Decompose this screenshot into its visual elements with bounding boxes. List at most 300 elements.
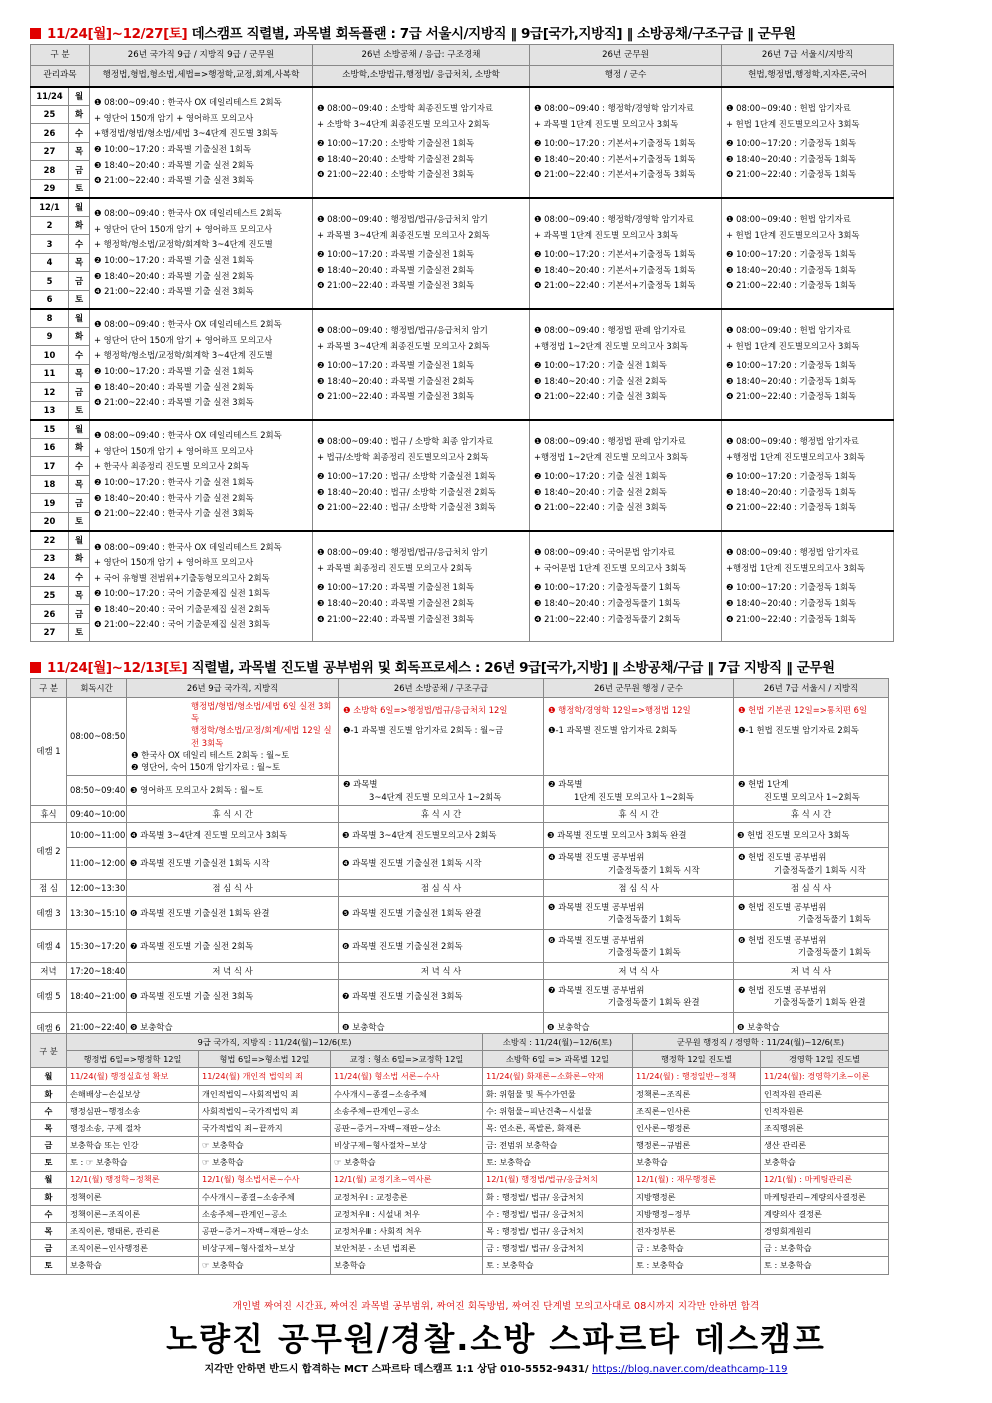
plan-line: ❷ 헌법 1단계: [738, 779, 789, 790]
subject-cell: 토: 보충학습: [483, 1154, 633, 1171]
row-label: 휴식: [31, 806, 67, 823]
plan-line: ❹ 21:00~22:40 : 기출정독 1회독: [726, 169, 857, 180]
plan-cell: [313, 420, 530, 531]
table-row: [31, 806, 889, 823]
plan-line: +행정법 1단계 진도별모의고사 3회독: [726, 562, 865, 573]
plan-line: + 영단어 단어 150개 암기 + 영어하프 모의고사: [94, 223, 273, 234]
time-cell: 08:00~08:50: [67, 698, 127, 776]
row-label: 데캠 1: [31, 698, 67, 806]
plan-line: ❸ 18:40~20:40 : 기출정독 1회독: [726, 264, 857, 275]
weekday-cell: 목: [69, 142, 90, 161]
weekday-cell: 수: [69, 457, 90, 476]
header-cell: 군무원 행정직 / 경영학 : 11/24(월)~12/6(토): [633, 1034, 889, 1051]
plan-line: 기출정독풀기 1회독 완결: [608, 997, 700, 1008]
subject-cell: ☞ 보충학습: [199, 1137, 331, 1154]
plan-line: ❹ 21:00~22:40 : 과목별 기출 실전 3회독: [94, 286, 254, 297]
plan-cell: [734, 930, 889, 963]
subject-cell: 계량의사 결정론: [761, 1205, 889, 1222]
header-cell: 관리과목: [31, 66, 90, 87]
header-cell: 경영학 12일 진도별: [761, 1051, 889, 1068]
table-row: [31, 309, 894, 328]
plan-line: ❷ 10:00~17:20 : 기본서+기출정독 1회독: [534, 138, 696, 149]
weekday-cell: 월: [69, 87, 90, 106]
subject-cell: ☞ 보충학습: [199, 1257, 331, 1274]
plan-cell: [734, 776, 889, 806]
date-cell: 22: [31, 531, 69, 550]
break-cell: 저 녁 식 사: [339, 963, 544, 980]
subject-cell: 11/24(월) 개인적 법익의 죄: [199, 1068, 331, 1085]
plan-cell: ❽ 보충학습: [339, 1013, 544, 1043]
subject-cell: 지방행정론: [633, 1188, 761, 1205]
header-cell: 교정 : 형소 6일=>교정학 12일: [331, 1051, 483, 1068]
bullet-square-icon: [30, 28, 41, 39]
plan-line: ❷ 과목별: [343, 779, 378, 790]
plan-line: ❶ 08:00~09:40 : 한국사 OX 데일리테스트 2회독: [94, 541, 282, 552]
table-header-row: [31, 1051, 889, 1068]
table-row: [31, 930, 889, 963]
date-cell: 29: [31, 179, 69, 198]
header-cell: 구 분: [31, 45, 90, 66]
date-cell: 17: [31, 457, 69, 476]
plan-line: ❷ 10:00~17:20 : 과목별 기출 실전 1회독: [94, 366, 254, 376]
plan-cell: [339, 776, 544, 806]
plan-line: + 영단어 단어 150개 암기 + 영어하프 모의고사: [94, 334, 273, 345]
plan-line: ❼ 과목별 진도별 공부범위: [548, 984, 645, 995]
date-cell: 26: [31, 124, 69, 143]
header-cell: 소방학 6일 => 과목별 12일: [483, 1051, 633, 1068]
subject-cell: 11/24(월): 경영학기초~이론: [761, 1068, 889, 1085]
table-row: [31, 897, 889, 930]
plan-cell: [722, 420, 894, 531]
break-cell: 점 심 식 사: [734, 880, 889, 897]
plan-line: ❶ 08:00~09:40 : 행정법 판례 암기자료: [534, 325, 686, 336]
date-cell: 5: [31, 272, 69, 291]
subject-cell: 손해배상~손실보상: [67, 1085, 199, 1102]
plan-line: ❷ 10:00~17:20 : 기출 실전 1회독: [534, 360, 667, 371]
subject-cell: 목 : 행정법/ 법규/ 응급처치: [483, 1223, 633, 1240]
subject-cell: 인사론~행정론: [633, 1119, 761, 1136]
plan-line: ❶ 08:00~09:40 : 법규 / 소방학 최종 암기자료: [317, 436, 494, 447]
daily-process-table: [30, 678, 889, 1043]
plan-line: ❶-1 과목별 진도별 암기자료 2회독: [548, 725, 677, 736]
time-cell: 18:40~21:00: [67, 980, 127, 1013]
date-cell: 13: [31, 401, 69, 420]
date-cell: 12/1: [31, 198, 69, 217]
plan-line: + 과목별 1단계 진도별 모의고사 3회독: [534, 229, 679, 240]
footer-note: 개인별 짜여진 시간표, 짜여진 과목별 공부범위, 짜여진 회독방법, 짜여진 단계별 모의고사대로 08시까지 지각만 안하면 합격: [232, 1301, 760, 1312]
plan-cell: [313, 87, 530, 198]
contact-line: [0, 1360, 992, 1375]
plan-cell: ❽ 보충학습: [544, 1013, 734, 1043]
header-cell: 회독시간: [67, 679, 127, 698]
plan-line: ❹ 21:00~22:40 : 소방학 기출실전 3회독: [317, 169, 475, 180]
subject-cell: 소송주체~관계인~공소: [331, 1102, 483, 1119]
plan-line: + 헌법 1단계 진도별모의고사 3회독: [726, 340, 860, 351]
table-row: [31, 1068, 889, 1085]
plan-line: ❷ 10:00~17:20 : 과목별 기출실전 1회독: [317, 249, 475, 260]
subject-cell: 목: 연소론, 폭발론, 화재론: [483, 1119, 633, 1136]
plan-cell: ❼ 과목별 진도별 기출 실전 2회독: [127, 930, 339, 963]
table-row: [31, 823, 889, 848]
time-cell: 11:00~12:00: [67, 848, 127, 880]
weekday-cell: 수: [69, 235, 90, 254]
plan-line: ❷ 과목별: [548, 779, 583, 790]
weekday-cell: 화: [69, 327, 90, 346]
subject-cell: 11/24(월) 행정실효성 확보: [67, 1068, 199, 1085]
plan-line: ❹ 21:00~22:40 : 과목별 기출실전 3회독: [317, 391, 475, 402]
time-cell: 21:00~22:40: [67, 1013, 127, 1043]
plan-cell: [90, 87, 313, 198]
plan-cell: ❼ 과목별 진도별 기출실전 3회독: [339, 980, 544, 1013]
time-cell: 08:50~09:40: [67, 776, 127, 806]
weekday-cell: 토: [69, 512, 90, 531]
subject-cell: 마케팅관리~계량의사결정론: [761, 1188, 889, 1205]
date-cell: 23: [31, 549, 69, 568]
table-row: [31, 1119, 889, 1136]
plan-cell: ❸ 과목별 3~4단계 진도별모의고사 2회독: [339, 823, 544, 848]
plan-line: ❹ 21:00~22:40 : 기출정독 1회독: [726, 613, 857, 624]
plan-cell: ❸ 영어하프 모의고사 2회독 : 월~토: [127, 776, 339, 806]
weekday-cell: 목: [31, 1119, 67, 1136]
plan-line: + 과목별 1단계 진도별 모의고사 3회독: [534, 118, 679, 129]
plan-cell: ❻ 과목별 진도별 기출실전 2회독: [339, 930, 544, 963]
plan-cell: [530, 531, 722, 642]
section2-title-text: 직렬별, 과목별 진도별 공부범위 및 회독프로세스 : 26년 9급[국가,지방] ‖ 소방공채/구급 ‖ 7급 지방직 ‖ 군무원: [191, 660, 835, 676]
subject-cell: 금 : 행정법/ 법규/ 응급처치: [483, 1240, 633, 1257]
subject-cell: 비상구제~형사절차~보상: [331, 1137, 483, 1154]
plan-line: ❶ 08:00~09:40 : 행정법/법규/응급처치 암기: [317, 325, 488, 336]
plan-line: ❶ 08:00~09:40 : 행정법/법규/응급처치 암기: [317, 214, 488, 225]
plan-line: ❹ 21:00~22:40 : 기출정독 1회독: [726, 502, 857, 513]
subject-cell: 금 : 보충학습: [633, 1240, 761, 1257]
section1-title-dates: 11/24[월]~12/27[토]: [47, 26, 188, 42]
plan-line: + 과목별 최종정리 진도별 모의고사 2회독: [317, 562, 473, 573]
subject-cell: 정책이론: [67, 1188, 199, 1205]
plan-cell: [90, 198, 313, 309]
subject-cell: 보충학습: [67, 1257, 199, 1274]
plan-cell: ❻ 과목별 진도별 기출실전 1회독 완결: [127, 897, 339, 930]
header-cell: 구 분: [31, 679, 67, 698]
plan-line: ❸ 18:40~20:40 : 과목별 기출 실전 2회독: [94, 159, 254, 170]
table-row: [31, 880, 889, 897]
weekday-cell: 화: [69, 438, 90, 457]
plan-cell: [722, 531, 894, 642]
plan-line: ❶ 08:00~09:40 : 행정법/법규/응급처치 암기: [317, 547, 488, 558]
plan-line: ❶-1 과목별 진도별 암기자료 2회독 : 월~금: [343, 725, 504, 736]
plan-line: + 국어 유형별 전범위+기출동형모의고사 2회독: [94, 572, 270, 583]
plan-line: ❷ 10:00~17:20 : 소방학 기출실전 1회독: [317, 138, 475, 149]
plan-line: +행정법 1~2단계 진도별 모의고사 3회독: [534, 451, 688, 462]
break-cell: 휴 식 시 간: [734, 806, 889, 823]
subject-cell: 보안처분 - 소년 법죄론: [331, 1240, 483, 1257]
table-header-row: [31, 679, 889, 698]
date-cell: 4: [31, 253, 69, 272]
plan-line: ❼ 헌법 진도별 공부범위: [738, 984, 827, 995]
table-row: [31, 1171, 889, 1188]
highlight-line: ❶ 소방학 6일=>행정법/법규/응급처치 12일: [343, 705, 508, 715]
date-cell: 27: [31, 623, 69, 642]
date-cell: 27: [31, 142, 69, 161]
subject-cell: 인적자원 관리론: [761, 1085, 889, 1102]
subject-schedule-table: [30, 1033, 889, 1275]
subject-cell: 토 : ☞ 보충학습: [67, 1154, 199, 1171]
weekday-cell: 화: [31, 1085, 67, 1102]
time-cell: 15:30~17:20: [67, 930, 127, 963]
table-row: [31, 1205, 889, 1222]
plan-cell: [313, 198, 530, 309]
subject-cell: 정책이론~조직이론: [67, 1205, 199, 1222]
plan-cell: [313, 309, 530, 420]
plan-line: ❶ 08:00~09:40 : 소방학 최종진도별 암기자료: [317, 103, 494, 114]
plan-cell: [313, 531, 530, 642]
plan-line: + 행정학/형소법/교정학/회계학 3~4단계 진도별: [94, 239, 273, 250]
plan-line: ❸ 18:40~20:40 : 과목별 기출실전 2회독: [317, 598, 475, 609]
subject-cell: 보충학습: [761, 1154, 889, 1171]
plan-cell: [90, 531, 313, 642]
subject-cell: 조직이론~인사행정론: [67, 1240, 199, 1257]
time-cell: 17:20~18:40: [67, 963, 127, 980]
subject-cell: 12/1(월) : 마케팅관리론: [761, 1171, 889, 1188]
subjects-cell: 소방학,소방법규,행정법/ 응급처치, 소방학: [313, 66, 530, 87]
weekday-cell: 수: [31, 1102, 67, 1119]
row-label: 데캠 3: [31, 897, 67, 930]
plan-line: ❷ 10:00~17:20 : 기출정독풀기 1회독: [534, 582, 681, 593]
header-cell: 행정학 12일 진도별: [633, 1051, 761, 1068]
subject-cell: 교정처우Ⅱ : 시설내 처우: [331, 1205, 483, 1222]
table-row: [31, 1240, 889, 1257]
plan-line: ❸ 18:40~20:40 : 기본서+기출정독 1회독: [534, 153, 696, 164]
weekday-cell: 화: [69, 549, 90, 568]
subject-cell: 수사개시~종결~소송주체: [199, 1188, 331, 1205]
date-cell: 24: [31, 568, 69, 587]
weekday-cell: 목: [69, 364, 90, 383]
highlight-line: 행정법/형법/형소법/세법 6일 실전 3회독: [191, 701, 332, 724]
plan-line: +행정법 1~2단계 진도별 모의고사 3회독: [534, 340, 688, 351]
weekly-plan-table: [30, 44, 894, 642]
table-header-row: [31, 66, 894, 87]
subject-cell: 인적자원론: [761, 1102, 889, 1119]
plan-line: ❹ 헌법 진도별 공부범위: [738, 852, 827, 863]
header-cell: 9급 국가직, 지방직 : 11/24(월)~12/6(토): [67, 1034, 483, 1051]
plan-line: ❶ 한국사 OX 데일리 테스트 2회독 : 월~토: [131, 749, 290, 760]
plan-line: + 헌법 1단계 진도별모의고사 3회독: [726, 118, 860, 129]
date-cell: 11/24: [31, 87, 69, 106]
plan-line: ❶ 08:00~09:40 : 한국사 OX 데일리테스트 2회독: [94, 208, 282, 219]
plan-line: ❶ 08:00~09:40 : 행정학/경영학 암기자료: [534, 214, 694, 225]
date-cell: 20: [31, 512, 69, 531]
plan-line: ❶ 08:00~09:40 : 행정학/경영학 암기자료: [534, 103, 694, 114]
table-row: [31, 198, 894, 217]
plan-cell: ❺ 과목별 진도별 기출실전 1회독 완결: [339, 897, 544, 930]
plan-line: ❶ 08:00~09:40 : 한국사 OX 데일리테스트 2회독: [94, 319, 282, 330]
plan-line: ❸ 18:40~20:40 : 기출정독 1회독: [726, 598, 857, 609]
plan-line: ❸ 18:40~20:40 : 기출정독풀기 1회독: [534, 598, 681, 609]
plan-line: ❸ 18:40~20:40 : 과목별 기출 실전 2회독: [94, 381, 254, 392]
subject-cell: ☞ 보충학습: [199, 1154, 331, 1171]
plan-cell: ❽ 보충학습: [734, 1013, 889, 1043]
subject-cell: 조직이론, 행태론, 관리론: [67, 1223, 199, 1240]
plan-line: 기출정독풀기 1회독: [798, 914, 871, 925]
date-cell: 12: [31, 383, 69, 402]
subject-cell: 화: 위험물 및 특수가연물: [483, 1085, 633, 1102]
plan-line: + 법규/소방학 최종정리 진도별모의고사 2회독: [317, 451, 489, 462]
column-header: 26년 7급 서울시/지방직: [722, 45, 894, 66]
plan-line: ❸ 18:40~20:40 : 기본서+기출정독 1회독: [534, 264, 696, 275]
subject-cell: 국가적법익 죄~끝까지: [199, 1119, 331, 1136]
row-label: 데캠 5: [31, 980, 67, 1013]
subject-cell: 화 : 행정법/ 법규/ 응급처치: [483, 1188, 633, 1205]
plan-line: ❷ 10:00~17:20 : 과목별 기출실전 1회독: [317, 582, 475, 593]
plan-line: ❸ 18:40~20:40 : 법규/ 소방학 기출실전 2회독: [317, 486, 496, 497]
plan-cell: [544, 980, 734, 1013]
break-cell: 저 녁 식 사: [127, 963, 339, 980]
plan-line: 기출정독풀기 1회독 시작: [774, 864, 866, 875]
subject-cell: 교정처우Ⅲ : 사회적 처우: [331, 1223, 483, 1240]
table-row: [31, 420, 894, 439]
plan-cell: [530, 309, 722, 420]
plan-cell: [544, 776, 734, 806]
table-row: [31, 1085, 889, 1102]
plan-line: ❶ 08:00~09:40 : 헌법 암기자료: [726, 103, 851, 114]
plan-cell: [544, 698, 734, 776]
weekday-cell: 월: [69, 531, 90, 550]
plan-line: ❹ 21:00~22:40 : 과목별 기출실전 3회독: [317, 280, 475, 291]
table-row: [31, 698, 889, 776]
blog-link[interactable]: https://blog.naver.com/deathcamp-119: [591, 1364, 788, 1375]
plan-cell: [544, 848, 734, 880]
subject-cell: 수사개시~종결~소송주체: [331, 1085, 483, 1102]
plan-cell: ❺ 과목별 진도별 기출실전 1회독 시작: [127, 848, 339, 880]
plan-line: ❶ 08:00~09:40 : 국어문법 암기자료: [534, 547, 675, 558]
plan-line: ❺ 과목별 진도별 공부범위: [548, 901, 645, 912]
plan-line: 기출정독풀기 1회독: [608, 914, 681, 925]
subject-cell: 보충학습 또는 인강: [67, 1137, 199, 1154]
plan-line: ❷ 10:00~17:20 : 국어 기출문제집 실전 1회독: [94, 588, 270, 599]
plan-line: ❹ 21:00~22:40 : 기출정독풀기 2회독: [534, 613, 681, 624]
plan-line: + 국어문법 1단계 진도별 모의고사 3회독: [534, 562, 687, 573]
plan-line: + 헌법 1단계 진도별모의고사 3회독: [726, 229, 860, 240]
plan-cell: [734, 897, 889, 930]
subject-cell: 보충학습: [633, 1154, 761, 1171]
date-cell: 19: [31, 494, 69, 513]
plan-line: ❷ 10:00~17:20 : 기출정독 1회독: [726, 471, 857, 482]
subject-cell: 행정론~규범론: [633, 1137, 761, 1154]
header-cell: 형법 6일=>형소법 12일: [199, 1051, 331, 1068]
break-cell: 휴 식 시 간: [544, 806, 734, 823]
header-cell: 26년 7급 서울시 / 지방직: [734, 679, 889, 698]
plan-cell: ❹ 과목별 3~4단계 진도별 모의고사 3회독: [127, 823, 339, 848]
plan-line: ❷ 10:00~17:20 : 법규/ 소방학 기출실전 1회독: [317, 471, 496, 482]
table-header-row: [31, 45, 894, 66]
weekday-cell: 수: [69, 568, 90, 587]
plan-line: 3~4단계 진도별 모의고사 1~2회독: [369, 791, 502, 802]
section1-title-text: 데스캠프 직렬별, 과목별 회독플랜 : 7급 서울시/지방직 ‖ 9급[국가,지방직] ‖ 소방공채/구조구급 ‖ 군무원: [191, 26, 796, 42]
subjects-cell: 행정 / 군수: [530, 66, 722, 87]
plan-line: + 영단어 150개 암기 + 영어하프 모의고사: [94, 557, 254, 568]
table-row: [31, 980, 889, 1013]
plan-line: 1단계 진도별 모의고사 1~2회독: [574, 791, 694, 802]
time-cell: 12:00~13:30: [67, 880, 127, 897]
plan-line: ❹ 21:00~22:40 : 기출정독 1회독: [726, 391, 857, 402]
subject-cell: 금: 전범위 보충학습: [483, 1137, 633, 1154]
subject-cell: 비상구제~형사절차~보상: [199, 1240, 331, 1257]
plan-line: ❸ 18:40~20:40 : 과목별 기출실전 2회독: [317, 375, 475, 386]
subject-cell: 금 : 보충학습: [761, 1240, 889, 1257]
plan-line: ❷ 10:00~17:20 : 기출 실전 1회독: [534, 471, 667, 482]
table-row: [31, 963, 889, 980]
plan-cell: [339, 698, 544, 776]
plan-cell: [734, 980, 889, 1013]
weekday-cell: 월: [69, 309, 90, 328]
subjects-cell: 행정법,형법,형소법,세법=>행정학,교정,회계,사복학: [90, 66, 313, 87]
plan-cell: [722, 309, 894, 420]
subject-cell: 토 : 보충학습: [483, 1257, 633, 1274]
plan-line: ❸ 18:40~20:40 : 과목별 기출 실전 2회독: [94, 270, 254, 281]
time-cell: 10:00~11:00: [67, 823, 127, 848]
plan-cell: [722, 87, 894, 198]
weekday-cell: 수: [69, 124, 90, 143]
plan-line: +행정법/형법/형소법/세법 3~4단계 진도별 3회독: [94, 128, 279, 139]
date-cell: 18: [31, 475, 69, 494]
plan-cell: [734, 698, 889, 776]
header-cell: 행정법 6일=>행정학 12일: [67, 1051, 199, 1068]
column-header: 26년 국가직 9급 / 지방직 9급 / 군무원: [90, 45, 313, 66]
subject-cell: 11/24(월) 형소법 서론~수사: [331, 1068, 483, 1085]
plan-line: ❸ 18:40~20:40 : 과목별 기출실전 2회독: [317, 264, 475, 275]
plan-cell: [530, 87, 722, 198]
weekday-cell: 토: [69, 623, 90, 642]
subject-cell: 사회적법익~국가적법익 죄: [199, 1102, 331, 1119]
row-label: 저녁: [31, 963, 67, 980]
plan-line: 기출정독풀기 1회독: [798, 947, 871, 958]
plan-cell: ❹ 과목별 진도별 기출실전 1회독 시작: [339, 848, 544, 880]
plan-line: ❸ 18:40~20:40 : 국어 기출문제집 실전 2회독: [94, 603, 270, 614]
weekday-cell: 토: [69, 179, 90, 198]
date-cell: 25: [31, 105, 69, 124]
table-row: [31, 776, 889, 806]
plan-line: ❸ 18:40~20:40 : 기출 실전 2회독: [534, 375, 667, 386]
subject-cell: 12/1(월) 행정학~정책론: [67, 1171, 199, 1188]
date-cell: 3: [31, 235, 69, 254]
date-cell: 26: [31, 605, 69, 624]
date-cell: 11: [31, 364, 69, 383]
plan-line: ❷ 10:00~17:20 : 한국사 기출 실전 1회독: [94, 477, 254, 487]
subjects-cell: 헌법,행정법,행정학,지자론,국어: [722, 66, 894, 87]
plan-line: ❷ 10:00~17:20 : 과목별 기출실전 1회독: [317, 360, 475, 371]
break-cell: 점 심 식 사: [339, 880, 544, 897]
table-row: [31, 1223, 889, 1240]
plan-line: ❸ 18:40~20:40 : 소방학 기출실전 2회독: [317, 153, 475, 164]
subject-cell: 행정소송, 구제 절차: [67, 1119, 199, 1136]
subject-cell: 11/24(월) : 행정일반~정책: [633, 1068, 761, 1085]
plan-line: ❹ 21:00~22:40 : 과목별 기출 실전 3회독: [94, 397, 254, 408]
plan-cell: [544, 930, 734, 963]
time-cell: 09:40~10:00: [67, 806, 127, 823]
plan-line: ❹ 21:00~22:40 : 한국사 기출 실전 3회독: [94, 508, 254, 519]
plan-cell: ❸ 헌법 진도별 모의고사 3회독: [734, 823, 889, 848]
subject-cell: 행정심판~행정소송: [67, 1102, 199, 1119]
weekday-cell: 금: [69, 161, 90, 180]
date-cell: 15: [31, 420, 69, 439]
plan-line: ❹ 21:00~22:40 : 과목별 기출실전 3회독: [317, 613, 475, 624]
plan-line: + 한국사 최종정리 진도별 모의고사 2회독: [94, 461, 250, 472]
plan-cell: ❽ 과목별 진도별 기출 실전 3회독: [127, 980, 339, 1013]
section1-title: [30, 22, 796, 42]
subject-cell: 조직론~인사론: [633, 1102, 761, 1119]
plan-line: ❹ 21:00~22:40 : 기출 실전 3회독: [534, 502, 667, 513]
bullet-square-icon: [30, 662, 41, 673]
break-cell: 휴 식 시 간: [339, 806, 544, 823]
